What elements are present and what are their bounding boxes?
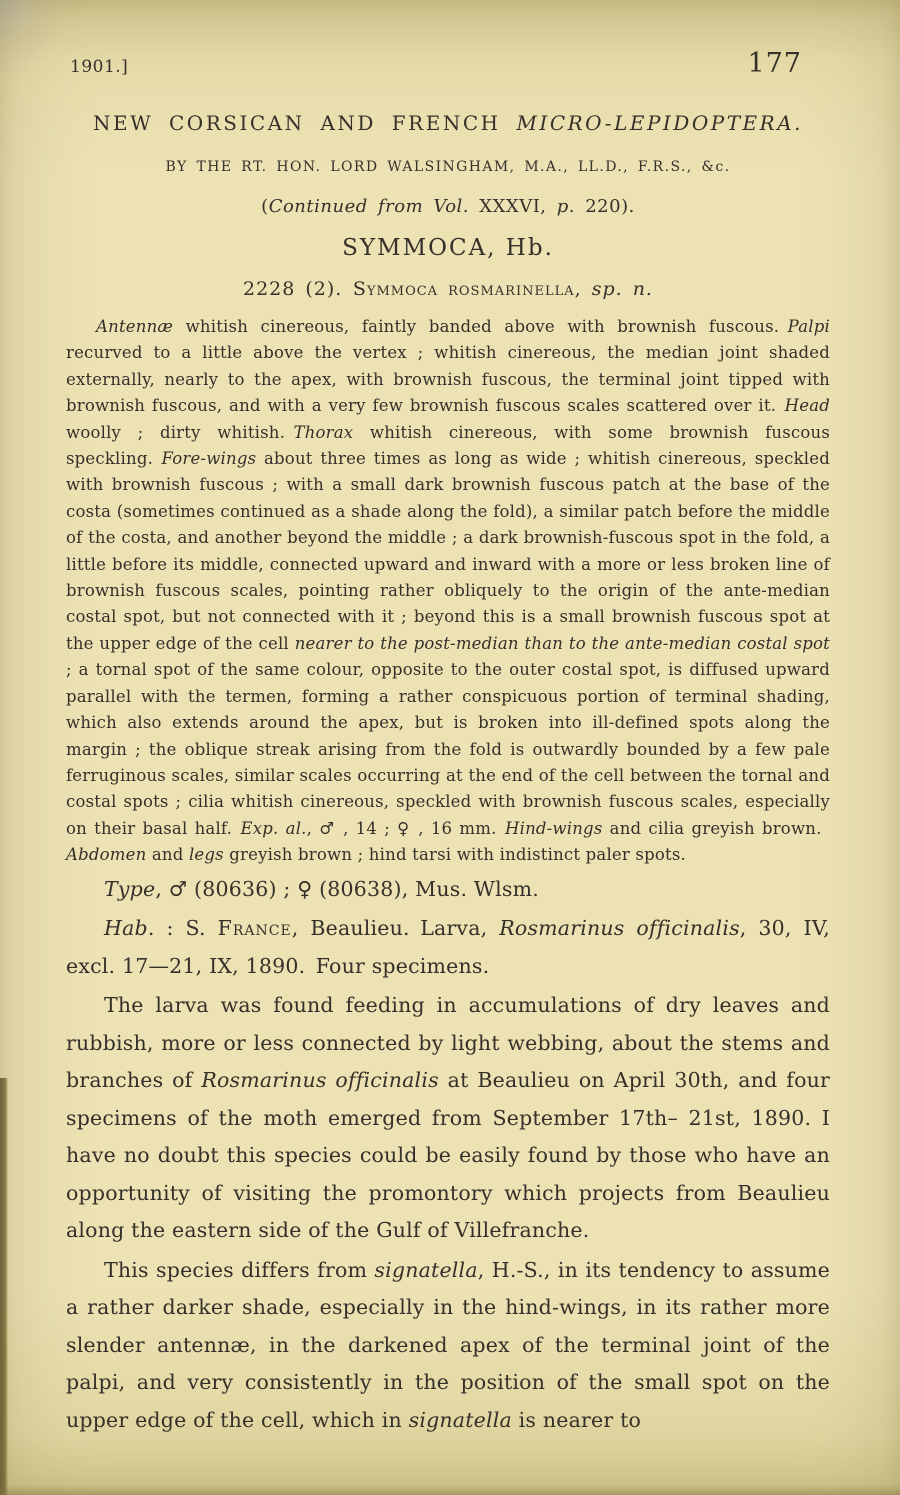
type-specimens: [66, 871, 830, 909]
text-segment: 220).: [575, 196, 635, 217]
text-segment: NEW CORSICAN AND FRENCH: [92, 111, 517, 135]
text-segment: , ♂ , 14 ; ♀ , 16 mm.: [306, 818, 505, 838]
text-segment: nearer to the post-median than to the ante-median costal spot: [294, 633, 830, 653]
habitat: [66, 910, 830, 985]
text-segment: about three times as long as wide ; whitish cinereous, speckled with brownish fuscous ; with a small dark brownish fuscous patch at the base of the costa (sometimes continued as a shade along the fold), a similar patch before the middle of the costa, and another beyond the middle ; a dark brownish-fuscous spot in the fold, a little before its middle, connected upward and inward with a more or less broken line of brownish fuscous scales, pointing rather obliquely to the origin of the ante-median costal spot, but not connected with it ; beyond this is a small brownish fuscous spot at the upper edge of the cell: [66, 449, 830, 653]
text-segment: France: [217, 916, 292, 941]
text-segment: MICRO-LEPIDOPTERA.: [516, 111, 803, 135]
text-segment: recurved to a little above the vertex ; whitish cinereous, the median joint shaded externally, nearly to the apex, with brownish fuscous, the terminal joint tipped with brownish fuscous, and with a very few brownish fuscous scales scattered over it.: [66, 343, 830, 416]
text-segment: is nearer to: [511, 1407, 642, 1432]
text-segment: This species differs from: [104, 1257, 375, 1282]
text-segment: ,: [574, 278, 592, 300]
text-segment: and cilia greyish brown.: [602, 818, 830, 838]
text-segment: Rosmarinus officinalis: [201, 1068, 439, 1093]
text-segment: signatella: [408, 1407, 512, 1432]
continuation-note: [66, 196, 830, 217]
year-label: 1901.]: [70, 57, 129, 77]
text-segment: legs: [188, 845, 224, 865]
text-segment: whitish cinereous, with some brownish fuscous speckling.: [66, 422, 830, 469]
species-description: [66, 314, 830, 869]
text-segment: greyish brown ; hind tarsi with indistinct paler spots.: [223, 845, 686, 865]
text-segment: , 30, IV, excl. 17—21, IX, 1890. Four specimens.: [66, 916, 830, 978]
text-segment: Continued from Vol.: [268, 196, 470, 217]
text-segment: and: [146, 845, 189, 865]
page-number: 177: [747, 48, 802, 79]
text-segment: Symmoca rosmarinella: [352, 278, 575, 300]
text-segment: woolly ; dirty whitish.: [66, 422, 294, 442]
genus-heading: SYMMOCA, Hb.: [342, 235, 554, 261]
text-segment: The larva was found feeding in accumulations of dry leaves and rubbish, more or less connected by light webbing, about the stems and branches of: [66, 993, 830, 1093]
text-segment: at Beaulieu on April 30th, and four specimens of the moth emerged from September 17th– 21st, 1890. I have no doubt this species could be easily found by those who have an opportunity of visiting the promontory which projects from Beaulieu along the eastern side of the Gulf of Villefranche.: [66, 1068, 831, 1243]
text-segment: Type: [104, 876, 156, 901]
text-segment: signatella: [374, 1257, 478, 1282]
text-segment: Thorax: [293, 422, 354, 442]
species-heading: [66, 278, 830, 300]
text-segment: : S.: [154, 916, 218, 941]
text-segment: whitish cinereous, faintly banded above with brownish fuscous.: [173, 317, 788, 336]
text-segment: , ♂ (80636) ; ♀ (80638), Mus. Wlsm.: [155, 876, 539, 901]
text-segment: p.: [556, 196, 575, 217]
text-segment: (: [261, 196, 269, 217]
text-segment: Exp. al.: [240, 818, 307, 838]
text-segment: Rosmarinus officinalis: [499, 916, 740, 941]
text-segment: Palpi: [787, 317, 830, 336]
text-segment: Antennæ: [96, 317, 174, 336]
text-segment: sp. n.: [591, 278, 653, 300]
page-bottom-shadow: [0, 1485, 900, 1495]
text-segment: XXXVI,: [469, 196, 557, 217]
masthead: [66, 48, 830, 79]
text-segment: Head: [784, 396, 830, 416]
text-segment: ; a tornal spot of the same colour, opposite to the outer costal spot, is diffused upward parallel with the termen, forming a rather conspicuous portion of terminal shading, which also extends around the apex, but is broken into ill-defined spots along the margin ; the oblique streak arising from the fold is outwardly bounded by a few pale ferruginous scales, similar scales occurring at the end of the cell between the tornal and costal spots ; cilia whitish cinereous, speckled with brownish fuscous scales, especially on their basal half.: [66, 660, 830, 838]
text-segment: Hind-wings: [505, 818, 603, 838]
text-segment: Abdomen: [66, 845, 147, 865]
body-text: [66, 314, 830, 1439]
text-segment: 2228 (2).: [243, 278, 353, 300]
text-segment: , H.-S., in its tendency to assume a rather darker shade, especially in the hind-wings, in its rather more slender antennæ, in the darkened apex of the terminal joint of the palpi, and very consistently in the position of the small spot on the upper edge of the cell, which in: [66, 1257, 830, 1432]
text-segment: , Beaulieu. Larva,: [291, 916, 500, 941]
comparison-notes: [66, 1252, 830, 1440]
article-title: [66, 111, 830, 135]
text-segment: Fore-wings: [161, 449, 257, 469]
article-byline: BY THE RT. HON. LORD WALSINGHAM, M.A., LL.D., F.R.S., &c.: [165, 159, 731, 175]
larva-notes: [66, 987, 830, 1250]
text-segment: Hab.: [104, 916, 155, 941]
